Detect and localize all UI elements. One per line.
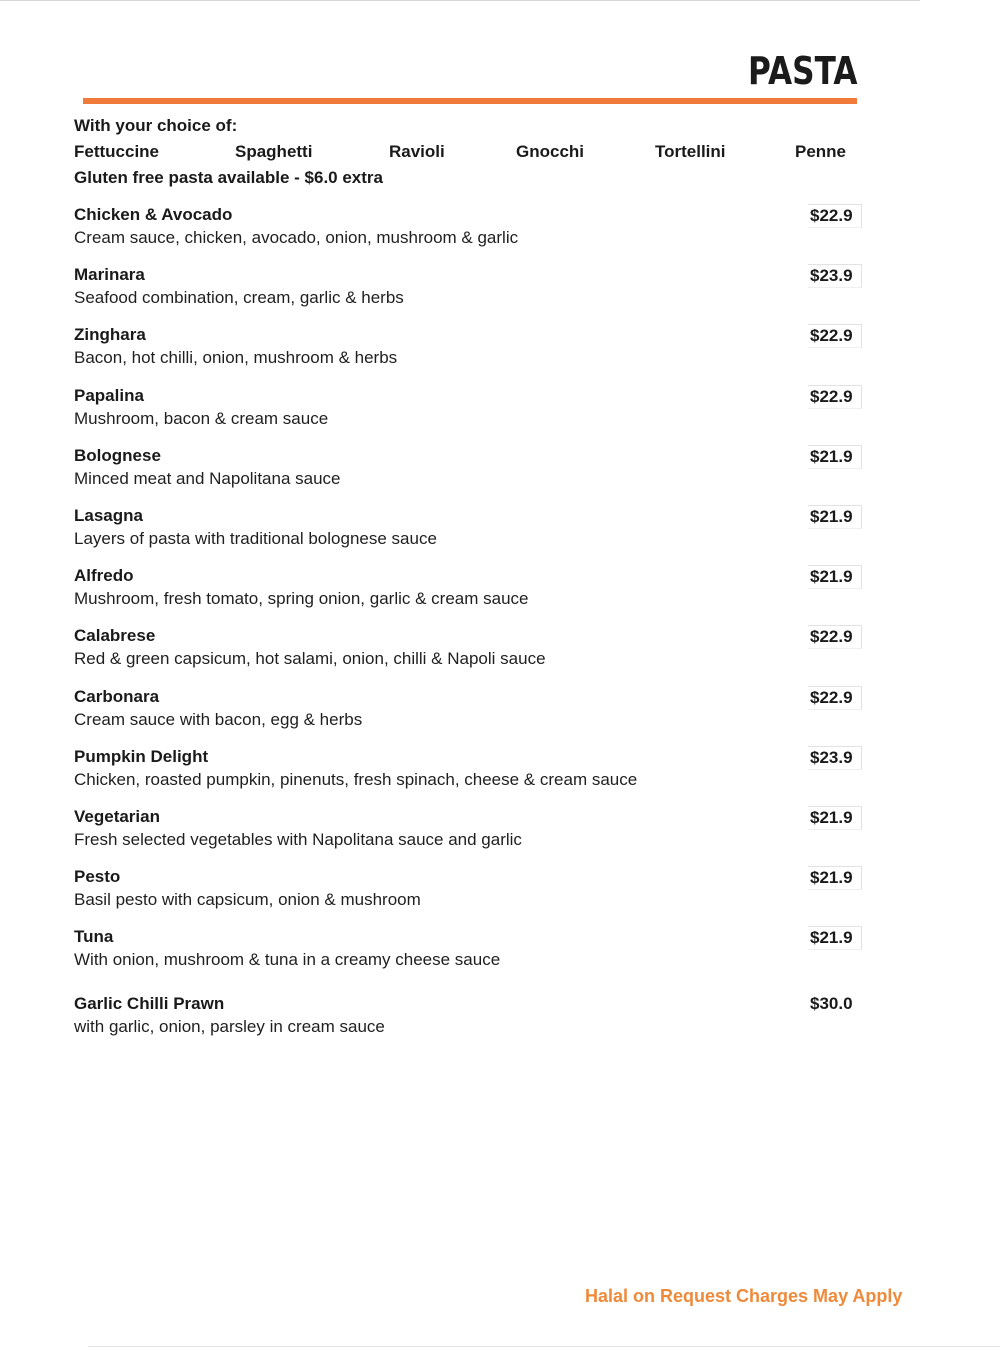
menu-item xyxy=(74,686,864,746)
item-name: Chicken & Avocado xyxy=(74,205,233,224)
gluten-free-note: Gluten free pasta available - $6.0 extra xyxy=(74,168,383,187)
menu-item xyxy=(74,993,864,1053)
item-price: $22.9 xyxy=(808,625,862,649)
menu-item xyxy=(74,806,864,866)
item-description: Chicken, roasted pumpkin, pinenuts, fresh spinach, cheese & cream sauce xyxy=(74,769,638,789)
item-price: $22.9 xyxy=(808,686,862,710)
pasta-type-ravioli: Ravioli xyxy=(389,142,445,161)
item-price: $22.9 xyxy=(808,204,862,228)
item-price: $21.9 xyxy=(808,565,862,589)
pasta-type-spaghetti: Spaghetti xyxy=(235,142,313,161)
item-name: Lasagna xyxy=(74,505,143,525)
item-description: Red & green capsicum, hot salami, onion, chilli & Napoli sauce xyxy=(74,649,546,669)
top-divider xyxy=(0,0,920,1)
item-description: Seafood combination, cream, garlic & herbs xyxy=(74,288,404,308)
menu-item xyxy=(74,926,864,986)
item-name: Marinara xyxy=(74,265,145,285)
item-description: with garlic, onion, parsley in cream sauce xyxy=(74,1017,385,1037)
item-description: Mushroom, bacon & cream sauce xyxy=(74,408,329,428)
item-price: $22.9 xyxy=(808,324,862,348)
item-name: Zinghara xyxy=(74,325,146,345)
item-description: Fresh selected vegetables with Napolitana sauce and garlic xyxy=(74,829,522,849)
item-price: $21.9 xyxy=(808,866,862,890)
title-accent-bar xyxy=(83,98,857,104)
menu-item xyxy=(74,324,864,384)
item-price: $21.9 xyxy=(808,806,862,830)
item-description: Bacon, hot chilli, onion, mushroom & herbs xyxy=(74,348,398,368)
item-description: Cream sauce with bacon, egg & herbs xyxy=(74,709,363,729)
pasta-type-list xyxy=(74,142,864,168)
menu-item xyxy=(74,866,864,926)
item-description: Basil pesto with capsicum, onion & mushroom xyxy=(74,890,421,910)
pasta-type-tortellini: Tortellini xyxy=(655,142,726,161)
item-price: $21.9 xyxy=(808,926,862,950)
page-title: PASTA xyxy=(748,49,858,93)
menu-item xyxy=(74,565,864,625)
item-name: Papalina xyxy=(74,385,144,405)
item-price: $22.9 xyxy=(808,385,862,409)
item-name: Garlic Chilli Prawn xyxy=(74,994,225,1014)
item-price: $21.9 xyxy=(808,445,862,469)
item-name: Carbonara xyxy=(74,686,160,706)
menu-item xyxy=(74,264,864,324)
item-price: $23.9 xyxy=(808,264,862,288)
item-price: $30.0 xyxy=(810,994,853,1014)
menu-item xyxy=(74,204,864,264)
pasta-type-penne: Penne xyxy=(795,142,847,161)
item-price: $21.9 xyxy=(808,505,862,529)
item-description: Cream sauce, chicken, avocado, onion, mushroom & garlic xyxy=(74,228,519,247)
pasta-type-fettuccine: Fettuccine xyxy=(74,142,160,161)
item-price: $23.9 xyxy=(808,746,862,770)
menu-item xyxy=(74,445,864,505)
menu-item xyxy=(74,385,864,445)
bottom-divider xyxy=(88,1346,1000,1347)
item-description: Mushroom, fresh tomato, spring onion, garlic & cream sauce xyxy=(74,589,529,609)
item-description: Minced meat and Napolitana sauce xyxy=(74,468,341,488)
pasta-type-gnocchi: Gnocchi xyxy=(516,142,585,161)
menu-item-list xyxy=(74,204,864,1054)
halal-note: Halal on Request Charges May Apply xyxy=(585,1286,903,1306)
item-description: Layers of pasta with traditional bolognese sauce xyxy=(74,528,437,548)
item-name: Alfredo xyxy=(74,566,134,586)
item-name: Pumpkin Delight xyxy=(74,746,209,766)
choice-heading: With your choice of: xyxy=(74,116,238,135)
menu-item xyxy=(74,746,864,806)
menu-item xyxy=(74,505,864,565)
item-name: Pesto xyxy=(74,867,121,887)
pasta-options xyxy=(74,116,864,194)
item-name: Calabrese xyxy=(74,626,156,646)
item-description: With onion, mushroom & tuna in a creamy cheese sauce xyxy=(74,950,501,970)
menu-item xyxy=(74,625,864,685)
item-name: Bolognese xyxy=(74,445,161,465)
item-name: Tuna xyxy=(74,927,114,947)
item-name: Vegetarian xyxy=(74,806,160,826)
